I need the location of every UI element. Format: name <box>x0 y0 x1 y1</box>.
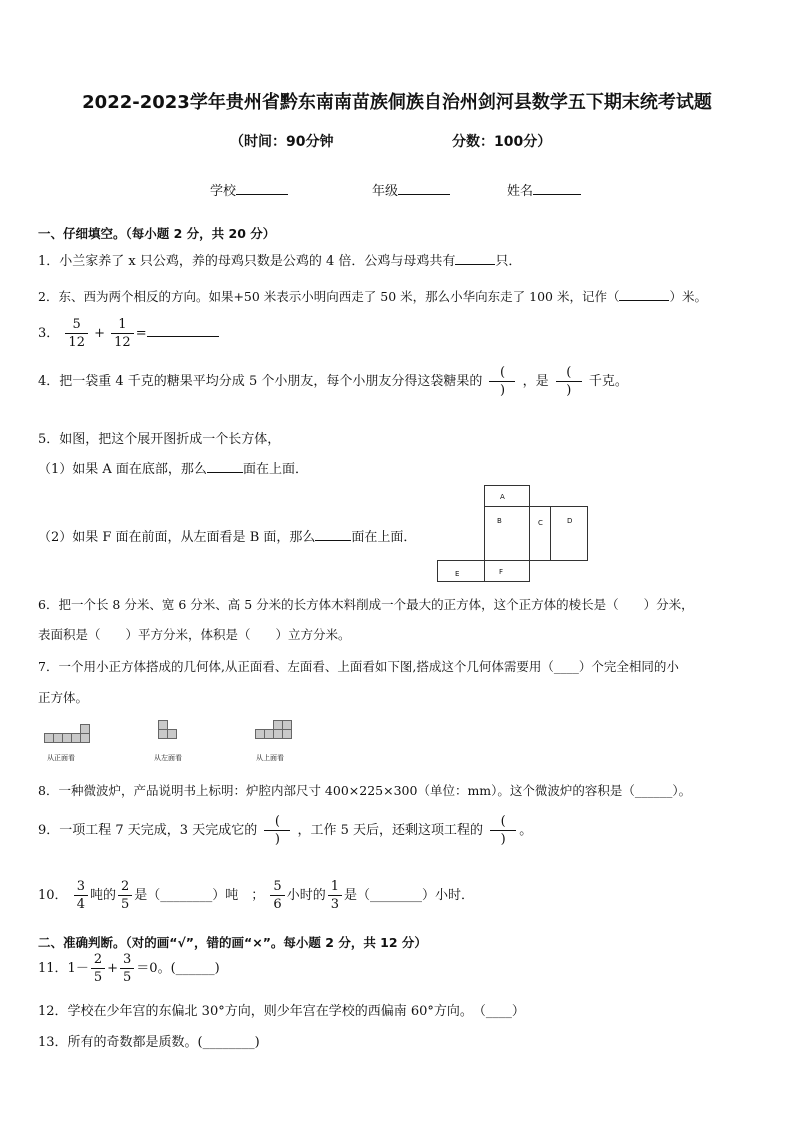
question-2 <box>38 287 707 305</box>
net-face-d: D <box>550 506 588 561</box>
q1-text: 1．小兰家养了 x 只公鸡，养的母鸡只数是公鸡的 4 倍．公鸡与母鸡共有 <box>38 254 456 269</box>
question-4 <box>38 366 628 397</box>
exam-time: （时间：90分钟 <box>230 134 334 150</box>
question-6-line-1: 6．把一个长 8 分米、宽 6 分米、高 5 分米的长方体木料削成一个最大的正方体，这个正方体的棱长是（ ）分米， <box>38 597 694 612</box>
q4-text-end: 千克。 <box>588 374 628 389</box>
question-1 <box>38 250 521 269</box>
grade-blank[interactable] <box>398 182 450 195</box>
name-label: 姓名 <box>507 184 534 199</box>
grade-label: 年级 <box>372 184 399 199</box>
q9-text: 9．一项工程 7 天完成，3 天完成它的 <box>38 823 258 838</box>
q1-answer-blank[interactable] <box>455 252 495 265</box>
q5-p2-text-end: 面在上面． <box>351 530 417 545</box>
front-view-caption: 从正面看 <box>47 754 75 762</box>
question-9 <box>38 815 532 846</box>
q11-text-2: ＝0。(______) <box>136 961 220 976</box>
q2-answer-blank[interactable] <box>619 288 669 301</box>
question-13[interactable]: 13．所有的奇数都是质数。(________) <box>38 1035 260 1050</box>
q10-fraction-d: $\frac{1}{3}$ <box>328 880 342 911</box>
q11-plus: + <box>107 961 119 976</box>
question-7-line-1: 7．一个用小正方体搭成的几何体,从正面看、左面看、上面看如下图,搭成这个几何体需要用（____）个完全相同的小 <box>38 659 679 674</box>
q10-fraction-a: $\frac{3}{4}$ <box>74 880 88 911</box>
name-blank[interactable] <box>533 182 581 195</box>
net-face-a: A <box>484 485 530 507</box>
q5-p2-blank[interactable] <box>315 528 351 541</box>
q3-fraction-1: $\frac{5}{12}$ <box>65 318 88 349</box>
q9-fraction-blank-2[interactable]: ( ) <box>490 815 516 846</box>
q11-text-1: 1－ <box>67 961 89 976</box>
q10-number: 10． <box>38 888 68 903</box>
q2-text: 2．东、西为两个相反的方向。如果+50 米表示小明向西走了 50 米，那么小华向东走了 100 米，记作（ <box>38 289 620 304</box>
question-12[interactable]: 12．学校在少年宫的东偏北 30°方向，则少年宫在学校的西偏南 60°方向。 （____） <box>38 1004 525 1019</box>
question-6-line-2: 表面积是（ ）平方分米，体积是（ ）立方分米。 <box>38 627 351 642</box>
q9-text-mid: ，工作 5 天后，还剩这项工程的 <box>297 823 484 838</box>
q5-p2-text: （2）如果 F 面在前面，从左面看是 B 面，那么 <box>38 530 316 545</box>
q11-fraction-b: $\frac{3}{5}$ <box>120 953 134 984</box>
net-face-e: E <box>437 560 485 582</box>
grade-field <box>372 180 450 199</box>
school-label: 学校 <box>210 184 237 199</box>
question-5-part-1 <box>38 458 308 477</box>
q5-p1-text-end: 面在上面． <box>242 462 308 477</box>
q3-fraction-2: $\frac{1}{12}$ <box>111 318 134 349</box>
q5-p1-text: （1）如果 A 面在底部，那么 <box>38 462 207 477</box>
q3-number: 3． <box>38 326 60 341</box>
q2-text-end: ）米。 <box>669 289 707 304</box>
q10-text-2[interactable]: 是（________）吨 ； <box>134 888 265 903</box>
section-1-heading: 一、仔细填空。（每小题 2 分，共 20 分） <box>38 226 276 241</box>
left-view-caption: 从左面看 <box>154 754 182 762</box>
question-10 <box>38 880 474 911</box>
q11-number: 11． <box>38 961 68 976</box>
question-3 <box>38 318 219 349</box>
q10-text-1: 吨的 <box>89 888 116 903</box>
top-view-caption: 从上面看 <box>256 754 284 762</box>
net-face-c: C <box>529 506 551 561</box>
page-title: 2022-2023学年贵州省黔东南南苗族侗族自治州剑河县数学五下期末统考试题 <box>82 92 712 113</box>
exam-score: 分数：100分） <box>452 134 552 150</box>
q9-text-end: 。 <box>519 823 533 838</box>
q3-plus: + <box>94 326 106 341</box>
q5-p1-blank[interactable] <box>207 460 243 473</box>
q3-equals: = <box>135 326 147 341</box>
question-5-part-2 <box>38 526 416 545</box>
net-face-b: B <box>484 506 530 561</box>
q10-fraction-b: $\frac{2}{5}$ <box>118 880 132 911</box>
school-field <box>210 180 288 199</box>
q4-mass-blank[interactable]: ( ) <box>556 366 582 397</box>
q10-fraction-c: $\frac{5}{6}$ <box>270 880 284 911</box>
question-5-intro: 5．如图，把这个展开图折成一个长方体， <box>38 432 281 447</box>
school-blank[interactable] <box>236 182 288 195</box>
q9-fraction-blank-1[interactable]: ( ) <box>264 815 290 846</box>
question-7-line-2: 正方体。 <box>38 690 89 705</box>
q1-text-end: 只． <box>495 254 522 269</box>
q11-fraction-a: $\frac{2}{5}$ <box>91 953 105 984</box>
q3-answer-blank[interactable] <box>147 324 219 337</box>
question-8: 8．一种微波炉，产品说明书上标明：炉腔内部尺寸 400×225×300（单位：mm）。这个微波炉的容积是（______）。 <box>38 783 692 798</box>
q4-fraction-blank[interactable]: ( ) <box>489 366 515 397</box>
q4-text: 4．把一袋重 4 千克的糖果平均分成 5 个小朋友，每个小朋友分得这袋糖果的 <box>38 374 483 389</box>
question-11[interactable] <box>38 953 220 984</box>
q10-text-4[interactable]: 是（________）小时． <box>344 888 475 903</box>
q4-text-mid: ，是 <box>522 374 549 389</box>
section-2-heading: 二、准确判断。（对的画“√”，错的画“×”。每小题 2 分，共 12 分） <box>38 935 427 950</box>
q10-text-3: 小时的 <box>286 888 326 903</box>
name-field <box>507 180 581 199</box>
net-face-f: F <box>484 560 530 582</box>
